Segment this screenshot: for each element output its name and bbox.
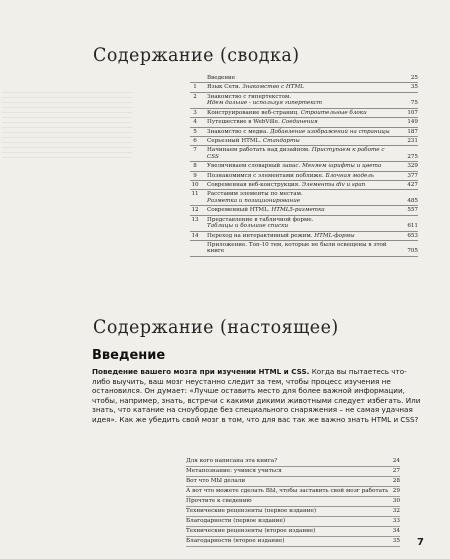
intro-toc-row[interactable] <box>186 477 400 487</box>
chapter-number: 4 <box>193 119 197 126</box>
section-heading: Введение <box>92 348 166 363</box>
intro-toc-page: 24 <box>392 458 400 464</box>
chapter-subtitle: Таблицы и большие списки <box>207 223 289 230</box>
intro-toc-title: Технические рецензенты (первое издание) <box>186 508 317 514</box>
chapter-title <box>207 207 392 213</box>
intro-toc-row[interactable] <box>186 527 400 537</box>
intro-toc-row[interactable] <box>186 457 400 467</box>
chapter-title <box>207 110 392 116</box>
full-toc-title: Содержание (настоящее) <box>93 316 339 338</box>
chapter-title-main: Переход на интерактивный режим. <box>207 232 313 239</box>
chapter-page: 75 <box>410 100 418 107</box>
chapter-title-main: Знакомство с гипертекстом. <box>207 93 292 100</box>
intro-paragraph <box>92 367 422 424</box>
chapter-title <box>207 182 392 188</box>
chapter-number: 1 <box>193 84 197 91</box>
chapter-page: 427 <box>407 182 418 189</box>
chapter-title-main: Конструирование веб-страниц. <box>207 109 299 116</box>
chapter-title <box>207 242 392 255</box>
chapter-subtitle: Приступаем к работе с CSS <box>207 147 385 160</box>
intro-toc-row[interactable] <box>186 517 400 527</box>
intro-toc-row[interactable] <box>186 497 400 507</box>
chapter-number: 11 <box>191 191 199 198</box>
chapter-subtitle: Идем дальше - используя гипертекст <box>207 100 323 107</box>
summary-toc-row[interactable] <box>190 172 418 181</box>
intro-toc-title: Прочтите к сведению <box>186 498 252 504</box>
intro-toc-page: 35 <box>392 538 400 544</box>
chapter-subtitle: Меняем шрифты и цвета <box>302 163 382 170</box>
chapter-title <box>207 138 392 144</box>
chapter-number: 7 <box>193 147 197 154</box>
summary-toc-row[interactable] <box>190 118 418 127</box>
intro-toc-page: 28 <box>392 478 400 484</box>
chapter-page: 557 <box>407 207 418 214</box>
chapter-page: 275 <box>407 153 418 160</box>
chapter-page: 25 <box>410 75 418 81</box>
summary-toc-row[interactable] <box>190 137 418 146</box>
chapter-title-main: Увеличиваем словарный запас. <box>207 163 301 170</box>
chapter-number: 13 <box>191 216 199 223</box>
intro-toc-page: 33 <box>392 518 400 524</box>
summary-toc-row[interactable] <box>190 128 418 137</box>
chapter-title-main: Современный HTML. <box>207 207 270 214</box>
chapter-page: 107 <box>407 109 418 116</box>
intro-toc-title: Для кого написана эта книга? <box>186 458 278 464</box>
intro-toc-page: 34 <box>392 528 400 534</box>
intro-toc-page: 27 <box>392 468 400 474</box>
chapter-title <box>207 119 392 125</box>
summary-toc-row[interactable] <box>190 232 418 241</box>
chapter-subtitle: HTML-формы <box>314 232 355 239</box>
chapter-page: 35 <box>410 84 418 91</box>
chapter-title <box>207 173 392 179</box>
chapter-number: 14 <box>191 232 199 239</box>
chapter-title-main: Путешествие в WebVille. <box>207 119 280 126</box>
chapter-subtitle: Знакомство с HTML <box>242 84 304 91</box>
intro-bold-lead: Поведение вашего мозга при изучении HTML и CSS. <box>92 367 310 376</box>
chapter-subtitle: Элементы div и span <box>301 182 366 189</box>
intro-toc-row[interactable] <box>186 467 400 477</box>
summary-toc-row[interactable] <box>190 216 418 232</box>
intro-toc-page: 32 <box>392 508 400 514</box>
chapter-page: 149 <box>407 119 418 126</box>
chapter-title-main: Современная веб-конструкция. <box>207 182 300 189</box>
chapter-title-main: Введение <box>207 75 236 81</box>
chapter-page: 187 <box>407 128 418 135</box>
chapter-title <box>207 233 392 239</box>
chapter-title <box>207 191 392 204</box>
chapter-title-main: Представление в табличной форме. <box>207 216 314 223</box>
chapter-subtitle: Добавление изображений на страницы <box>269 128 390 135</box>
chapter-page: 705 <box>407 248 418 255</box>
intro-toc-row[interactable] <box>186 537 400 547</box>
chapter-number: 2 <box>193 93 197 100</box>
intro-toc-row[interactable] <box>186 487 400 497</box>
chapter-title <box>207 75 392 81</box>
summary-toc-row[interactable] <box>190 93 418 109</box>
chapter-page: 329 <box>407 163 418 170</box>
chapter-subtitle: HTML5-разметка <box>271 207 325 214</box>
intro-toc-title: Благодарности (первое издание) <box>186 518 286 524</box>
intro-body-text: Когда вы пытаетесь что-либо выучить, ваш мозг неустанно следит за тем, чтобы процесс изучения не остановился. Он думает: «Лучше оставить место для более важной информации, чтобы, например, знать, встречи с какими дикими животными следует избегать. Или знать, что катание на сноуборде без специального снаряжения – не самая удачная идея». Как же убедить свой мозг в том, что для вас так же важно знать HTML и CSS? <box>92 367 421 424</box>
intro-toc-title: Благодарности (второе издание) <box>186 538 285 544</box>
chapter-page: 377 <box>407 172 418 179</box>
chapter-subtitle: Строительные блоки <box>300 109 367 116</box>
chapter-title-main: Расставим элементы по местам. <box>207 191 303 198</box>
intro-toc <box>186 457 400 547</box>
chapter-title <box>207 129 392 135</box>
chapter-title <box>207 94 392 107</box>
chapter-number: 9 <box>193 172 197 179</box>
intro-toc-title: А вот что можете сделать ВЫ, чтобы заставить свой мозг работать <box>186 488 389 494</box>
chapter-title <box>207 84 392 90</box>
intro-toc-page: 30 <box>392 498 400 504</box>
intro-toc-title: Метапознание: учимся учиться <box>186 468 282 474</box>
summary-toc <box>190 74 418 257</box>
chapter-number: 6 <box>193 137 197 144</box>
summary-toc-row[interactable] <box>190 146 418 162</box>
summary-toc-row[interactable] <box>190 74 418 83</box>
chapter-title-main: Язык Сети. <box>207 84 241 91</box>
chapter-number: 10 <box>191 182 199 189</box>
chapter-subtitle: Разметка и позиционирование <box>207 197 301 204</box>
intro-toc-title: Технические рецензенты (второе издание) <box>186 528 316 534</box>
chapter-subtitle: Стандарты <box>262 137 300 144</box>
summary-toc-row[interactable] <box>190 162 418 171</box>
summary-toc-row[interactable] <box>190 206 418 215</box>
chapter-title-main: Знакомство с медиа. <box>207 128 269 135</box>
summary-toc-row[interactable] <box>190 83 418 92</box>
chapter-title <box>207 217 392 230</box>
chapter-title-main: Познакомимся с элементами поближе. <box>207 172 324 179</box>
chapter-page: 611 <box>407 223 418 230</box>
chapter-number: 8 <box>193 163 197 170</box>
chapter-number: 5 <box>193 128 197 135</box>
chapter-page: 485 <box>407 197 418 204</box>
summary-toc-row[interactable] <box>190 190 418 206</box>
chapter-title-main: Начинаем работать над дизайном. <box>207 147 310 154</box>
chapter-title-main: Серьезный HTML. <box>207 137 262 144</box>
chapter-subtitle: Блочная модель <box>325 172 374 179</box>
intro-toc-row[interactable] <box>186 507 400 517</box>
page-number: 7 <box>417 537 424 548</box>
intro-toc-page: 29 <box>392 488 400 494</box>
summary-toc-row[interactable] <box>190 181 418 190</box>
chapter-title-main: Приложение. Топ-10 тем, которые не были освещены в этой книге <box>207 242 387 255</box>
summary-toc-title: Содержание (сводка) <box>93 44 300 66</box>
chapter-page: 653 <box>407 232 418 239</box>
show-through-text <box>2 88 132 158</box>
summary-toc-row[interactable] <box>190 241 418 257</box>
summary-toc-row[interactable] <box>190 109 418 118</box>
intro-toc-title: Вот что МЫ делали <box>186 478 246 484</box>
chapter-page: 231 <box>407 137 418 144</box>
chapter-subtitle: Соединения <box>281 119 318 126</box>
chapter-title <box>207 147 392 160</box>
chapter-number: 12 <box>191 207 199 214</box>
chapter-number: 3 <box>193 109 197 116</box>
chapter-title <box>207 163 392 169</box>
